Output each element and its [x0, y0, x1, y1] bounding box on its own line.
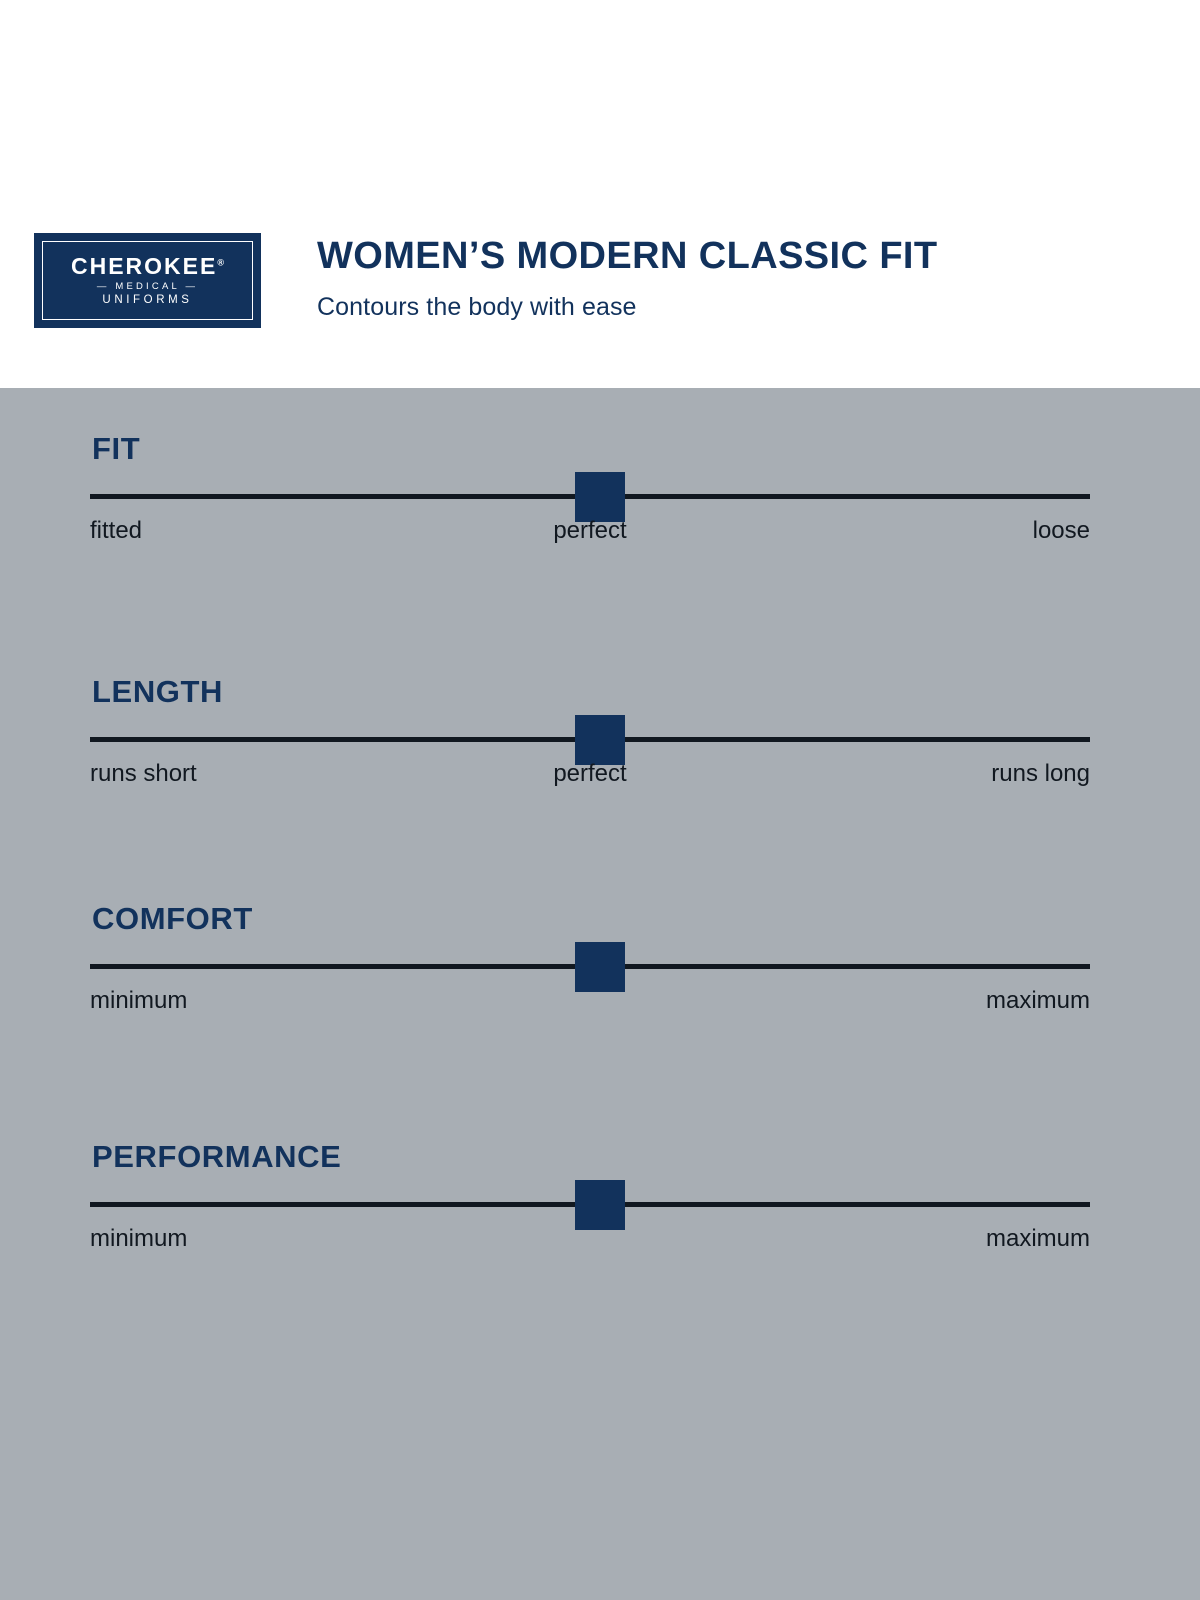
slider-labels-comfort: [90, 989, 1090, 1019]
scale-fit: [90, 433, 1090, 549]
title-block: [317, 236, 938, 321]
slider-label-max-length: runs long: [991, 760, 1090, 787]
slider-label-min-performance: minimum: [90, 1225, 188, 1252]
page-title: WOMEN’S MODERN CLASSIC FIT: [317, 235, 938, 277]
slider-track-fit[interactable]: [90, 494, 1090, 499]
slider-handle-fit[interactable]: [575, 472, 625, 522]
slider-handle-comfort[interactable]: [575, 942, 625, 992]
logo-inner-frame: [42, 241, 253, 320]
slider-handle-performance[interactable]: [575, 1180, 625, 1230]
slider-label-max-comfort: maximum: [985, 987, 1090, 1014]
logo-subline-medical: — MEDICAL —: [96, 280, 199, 292]
scale-performance: [90, 1141, 1090, 1257]
logo-subline-uniforms: UNIFORMS: [102, 294, 193, 306]
registered-trademark-icon: ®: [217, 256, 224, 267]
slider-track-performance[interactable]: [90, 1202, 1090, 1207]
scale-title-comfort: COMFORT: [92, 901, 253, 936]
slider-label-min-fit: fitted: [90, 517, 143, 544]
slider-label-max-fit: loose: [1032, 517, 1090, 544]
slider-labels-fit: [90, 519, 1090, 549]
slider-handle-length[interactable]: [575, 715, 625, 765]
slider-label-min-comfort: minimum: [90, 987, 188, 1014]
logo-brand-name: [71, 252, 224, 279]
slider-track-length[interactable]: [90, 737, 1090, 742]
slider-labels-length: [90, 762, 1090, 792]
slider-label-mid-length: perfect: [553, 760, 627, 787]
cherokee-logo: [34, 233, 261, 328]
scale-comfort: [90, 903, 1090, 1019]
scale-title-performance: PERFORMANCE: [92, 1139, 342, 1174]
scale-length: [90, 676, 1090, 792]
scales-panel: [0, 388, 1200, 1600]
scale-title-fit: FIT: [92, 431, 141, 466]
slider-track-comfort[interactable]: [90, 964, 1090, 969]
slider-label-min-length: runs short: [90, 760, 197, 787]
page-subtitle: Contours the body with ease: [317, 292, 637, 321]
slider-label-mid-fit: perfect: [553, 517, 627, 544]
slider-labels-performance: [90, 1227, 1090, 1257]
logo-brand-text: CHEROKEE: [71, 252, 218, 279]
scale-title-length: LENGTH: [92, 674, 224, 709]
header: [0, 0, 1200, 388]
slider-label-max-performance: maximum: [985, 1225, 1090, 1252]
